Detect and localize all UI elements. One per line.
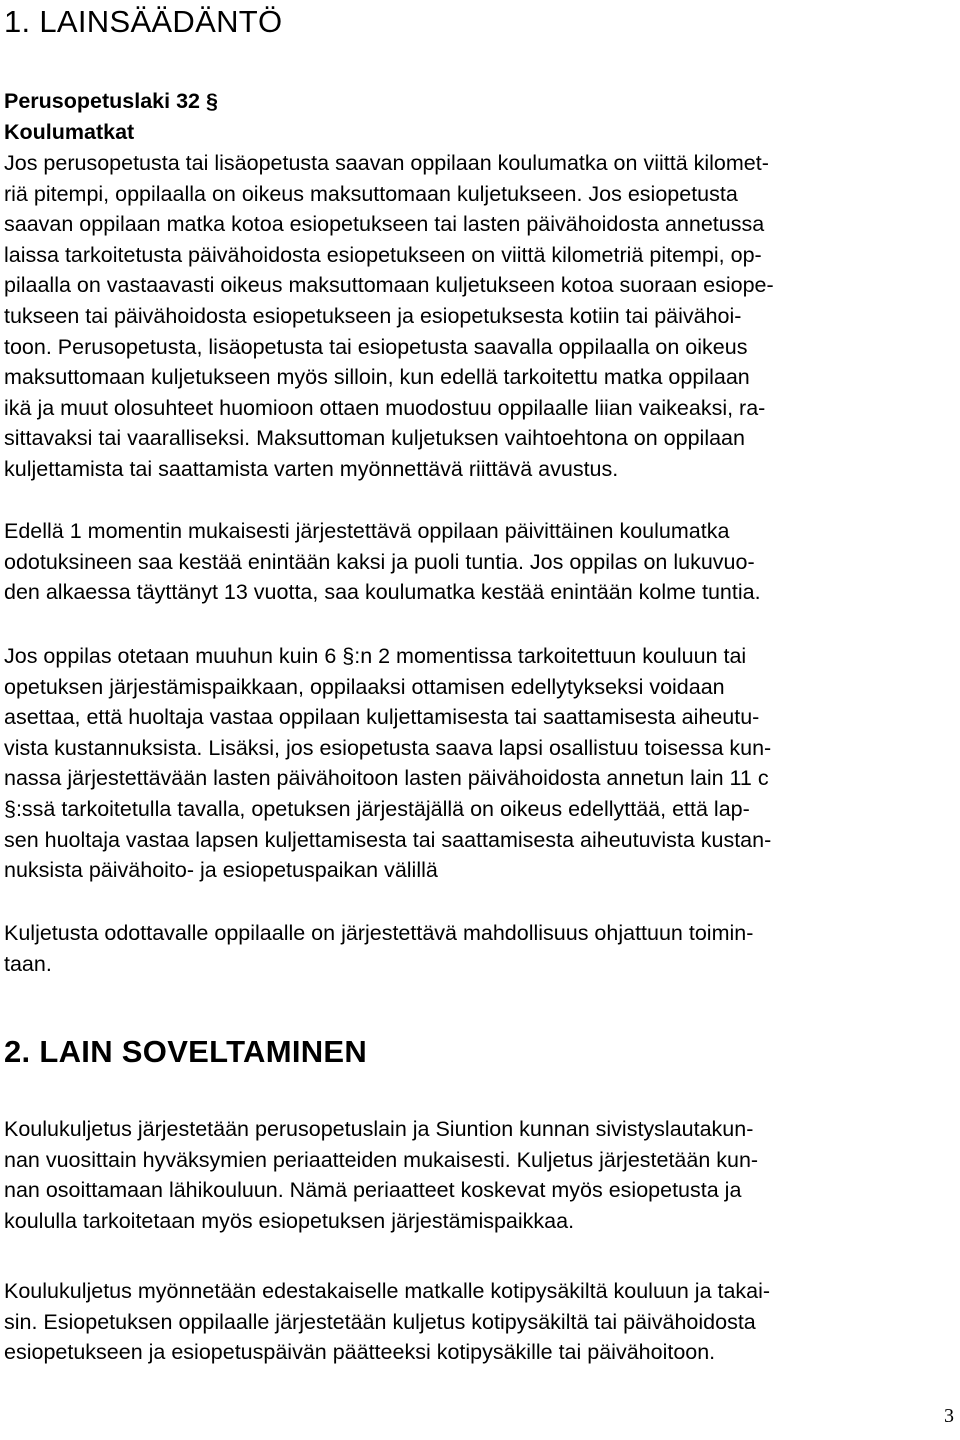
text-line: nan osoittamaan lähikouluun. Nämä periaatteet koskevat myös esiopetusta ja <box>4 1178 742 1203</box>
text-line: §:ssä tarkoitetulla tavalla, opetuksen järjestäjällä on oikeus edellyttää, että lap- <box>4 796 750 821</box>
text-line: ikä ja muut olosuhteet huomioon ottaen muodostuu oppilaalle liian vaikeaksi, ra- <box>4 395 766 420</box>
text-line: vista kustannuksista. Lisäksi, jos esiopetusta saava lapsi osallistuu toisessa kun- <box>4 735 772 760</box>
text-line: Edellä 1 momentin mukaisesti järjestettävä oppilaan päivittäinen koulumatka <box>4 519 730 543</box>
text-line: Koulukuljetus myönnetään edestakaiselle matkalle kotipysäkiltä kouluun ja takai- <box>4 1279 771 1303</box>
section-1-heading: 1. LAINSÄÄDÄNTÖ <box>4 4 283 39</box>
text-line: laissa tarkoitetusta päivähoidosta esiopetukseen on viittä kilometriä pitempi, op- <box>4 242 762 267</box>
text-line: nan vuosittain hyväksymien periaatteiden mukaisesti. Kuljetus järjestetään kun- <box>4 1147 759 1172</box>
topic-heading: Koulumatkat <box>4 120 135 144</box>
text-line: pilaalla on vastaavasti oikeus maksuttomaan kuljetukseen kotoa suoraan esiope- <box>4 273 774 298</box>
text-line: nassa järjestettävään lasten päivähoitoon lasten päivähoidosta annetun lain 11 c <box>4 766 769 791</box>
text-line: Jos perusopetusta tai lisäopetusta saavan oppilaan koulumatka on viittä kilomet- <box>4 151 769 175</box>
text-line: nuksista päivähoito- ja esiopetuspaikan välillä <box>4 858 438 883</box>
paragraph-1 <box>4 148 956 485</box>
text-line: toon. Perusopetusta, lisäopetusta tai esiopetusta saavalla oppilaalla on oikeus <box>4 334 748 359</box>
paragraph-6 <box>4 1276 956 1368</box>
page-number: 3 <box>944 1405 954 1427</box>
text-line: saavan oppilaan matka kotoa esiopetukseen tai lasten päivähoidosta annetussa <box>4 212 765 237</box>
text-line: taan. <box>4 951 52 976</box>
paragraph-2 <box>4 516 956 608</box>
text-line: maksuttomaan kuljetukseen myös silloin, kun edellä tarkoitettu matka oppilaan <box>4 365 750 390</box>
text-line: Kuljetusta odottavalle oppilaalle on järjestettävä mahdollisuus ohjattuun toimin- <box>4 921 754 945</box>
text-line: tukseen tai päivähoidosta esiopetukseen ja esiopetuksesta kotiin tai päivähoi- <box>4 303 742 328</box>
law-title: Perusopetuslaki 32 § <box>4 89 218 113</box>
paragraph-4 <box>4 918 956 979</box>
text-line: opetuksen järjestämispaikkaan, oppilaaksi ottamisen edellytykseksi voidaan <box>4 674 725 699</box>
text-line: sittavaksi tai vaaralliseksi. Maksuttoman kuljetuksen vaihtoehtona on oppilaan <box>4 426 745 451</box>
text-line: kuljettamista tai saattamista varten myönnettävä riittävä avustus. <box>4 456 619 481</box>
text-line: sin. Esiopetuksen oppilaalle järjestetään kuljetus kotipysäkiltä tai päivähoidosta <box>4 1309 756 1334</box>
section-2-heading: 2. LAIN SOVELTAMINEN <box>4 1034 368 1069</box>
text-line: Koulukuljetus järjestetään perusopetuslain ja Siuntion kunnan sivistyslautakun- <box>4 1117 754 1141</box>
text-line: sen huoltaja vastaa lapsen kuljettamisesta tai saattamisesta aiheutuvista kustan- <box>4 827 772 852</box>
text-line: Jos oppilas otetaan muuhun kuin 6 §:n 2 momentissa tarkoitettuun kouluun tai <box>4 644 747 668</box>
text-line: odotuksineen saa kestää enintään kaksi ja puoli tuntia. Jos oppilas on lukuvuo- <box>4 549 755 574</box>
text-line: den alkaessa täyttänyt 13 vuotta, saa koulumatka kestää enintään kolme tuntia. <box>4 580 761 605</box>
text-line: esiopetukseen ja esiopetuspäivän päätteeksi kotipysäkille tai päivähoitoon. <box>4 1340 716 1365</box>
text-line: koululla tarkoitetaan myös esiopetuksen järjestämispaikkaa. <box>4 1208 575 1233</box>
text-line: asettaa, että huoltaja vastaa oppilaan kuljettamisesta tai saattamisesta aiheutu- <box>4 705 760 730</box>
paragraph-5 <box>4 1114 956 1236</box>
text-line: riä pitempi, oppilaalla on oikeus maksuttomaan kuljetukseen. Jos esiopetusta <box>4 181 738 206</box>
paragraph-3 <box>4 641 956 886</box>
